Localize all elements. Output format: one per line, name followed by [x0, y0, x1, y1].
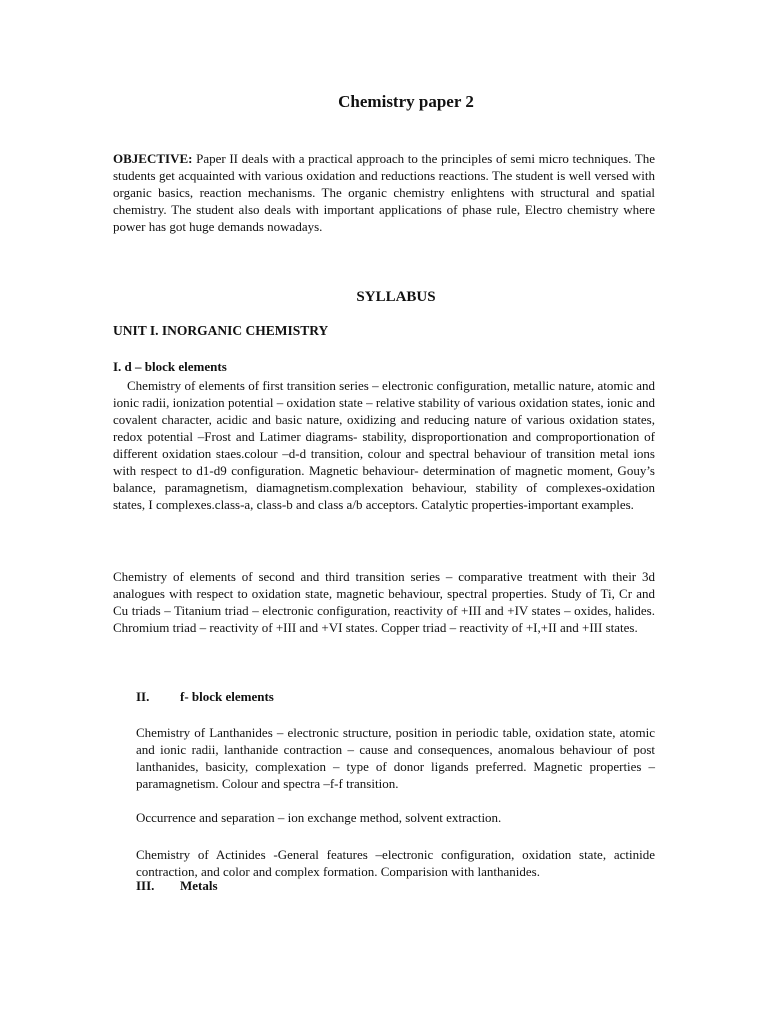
actinides-paragraph: Chemistry of Actinides -General features –electronic configuration, oxidation state, actinide contraction, and color and complex formation. Comparision with lanthanides.	[136, 847, 655, 879]
section-metals-heading	[136, 878, 218, 894]
lanthanides-paragraph: Chemistry of Lanthanides – electronic structure, position in periodic table, oxidation state, atomic and ionic radii, lanthanide contraction – cause and consequences, anomalous behaviour of post lanthanides, basicity, complexation – type of donor ligands preferred. Magnetic properties – paramagnetism. Colour and spectra –f-f transition.	[136, 725, 655, 791]
section-d-block-heading: I. d – block elements	[113, 359, 227, 374]
syllabus-heading: SYLLABUS	[356, 289, 436, 305]
section-title: f- block elements	[180, 689, 274, 704]
document-title: Chemistry paper 2	[338, 92, 474, 111]
section-number: II.	[136, 689, 150, 704]
d-block-paragraph-1: Chemistry of elements of first transition series – electronic configuration, metallic nature, atomic and ionic radii, ionization potential – oxidation state – relative stability of various oxidation states, ionic and covalent character, acidic and basic nature, oxidizing and reducing nature of various oxidation states, redox potential –Frost and Latimer diagrams- stability, disproportionation and comproportionation of different oxidation staes.colour –d-d transition, colour and spectral behaviour of transition metal ions with respect to d1-d9 configuration. Magnetic behaviour- determination of magnetic moment, Gouy’s balance, paramagnetism, diamagnetism.complexation behaviour, stability of complexes-oxidation states, I complexes.class-a, class-b and class a/b acceptors. Catalytic properties-important examples.	[113, 378, 655, 512]
objective-paragraph	[113, 150, 655, 235]
objective-text: Paper II deals with a practical approach to the principles of semi micro techniques. The students get acquainted with various oxidation and reductions reactions. The student is well versed with organic basics, reaction mechanisms. The organic chemistry enlightens with structural and spatial chemistry. The student also deals with important applications of phase rule, Electro chemistry where power has got huge demands nowadays.	[113, 151, 655, 234]
section-title: Metals	[180, 878, 218, 893]
d-block-paragraph-2: Chemistry of elements of second and third transition series – comparative treatment with their 3d analogues with respect to oxidation state, magnetic behaviour, spectral properties. Study of Ti, Cr and Cu triads – Titanium triad – electronic configuration, reactivity of +III and +IV states – oxides, halides. Chromium triad – reactivity of +III and +VI states. Copper triad – reactivity of +I,+II and +III states.	[113, 569, 655, 635]
section-f-block-heading	[136, 689, 274, 705]
section-number: III.	[136, 878, 155, 893]
separation-paragraph: Occurrence and separation – ion exchange method, solvent extraction.	[136, 810, 502, 825]
unit-heading: UNIT I. INORGANIC CHEMISTRY	[113, 323, 329, 338]
objective-label: OBJECTIVE:	[113, 151, 193, 166]
